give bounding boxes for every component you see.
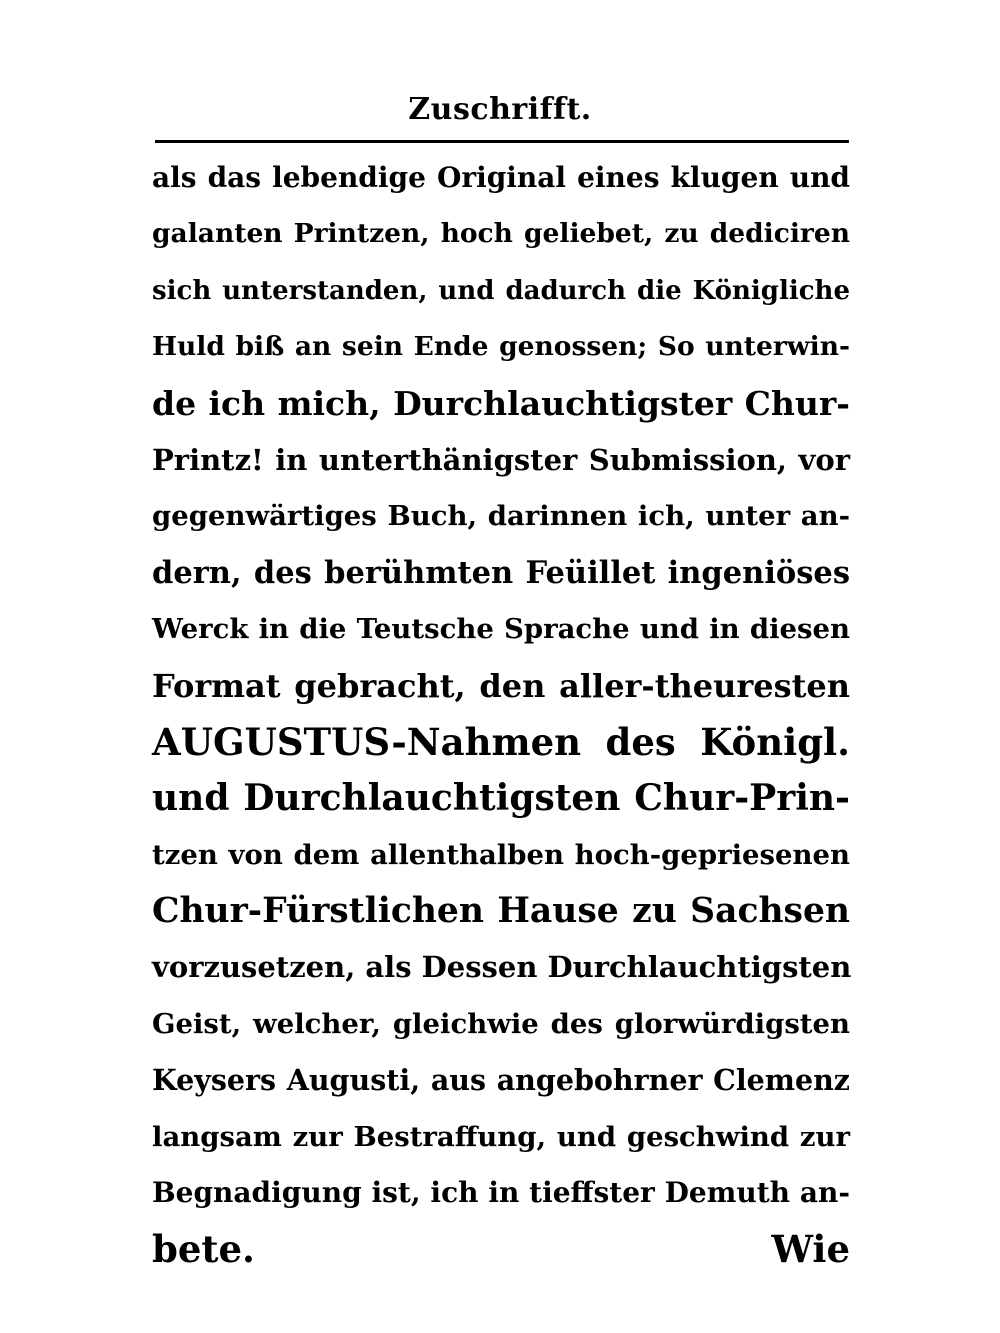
text-line: als das lebendige Original eines klugen und bbox=[152, 161, 850, 194]
body-text bbox=[152, 150, 850, 1278]
catchword: Wie bbox=[771, 1227, 850, 1272]
text-line-last bbox=[152, 1221, 850, 1277]
text-line: und Durchlauchtigsten Chur-Prin- bbox=[152, 777, 850, 820]
text-line: Printz! in unterthänigster Submission, vor bbox=[152, 442, 850, 477]
text-line: vorzusetzen, als Dessen Durchlauchtigsten bbox=[152, 950, 852, 985]
text-line: AUGUSTUS-Nahmen des Königl. bbox=[152, 719, 850, 764]
text-line: gegenwärtiges Buch, darinnen ich, unter an- bbox=[152, 500, 850, 533]
text-line: tzen von dem allenthalben hoch-gepriesenen bbox=[152, 838, 850, 871]
header-rule bbox=[155, 140, 849, 143]
text-line: sich unterstanden, und dadurch die Königliche bbox=[152, 275, 850, 306]
text-line: Keysers Augusti, aus angebohrner Clemenz bbox=[152, 1063, 850, 1098]
text-line: Huld biß an sein Ende genossen; So unterwin- bbox=[152, 331, 850, 363]
text-line: dern, des berühmten Feüillet ingeniöses bbox=[152, 554, 850, 591]
text-line: langsam zur Bestraffung, und geschwind zur bbox=[152, 1120, 850, 1153]
text-line: Begnadigung ist, ich in tieffster Demuth an- bbox=[152, 1176, 850, 1210]
last-line-text: bete. bbox=[152, 1227, 255, 1272]
text-line: Format gebracht, den aller-theuresten bbox=[152, 666, 850, 705]
text-line: Geist, welcher, gleichwie des glorwürdigsten bbox=[152, 1007, 850, 1040]
text-line: de ich mich, Durchlauchtigster Chur- bbox=[152, 383, 850, 423]
text-line: Werck in die Teutsche Sprache und in diesen bbox=[152, 613, 850, 646]
text-line: Chur-Fürstlichen Hause zu Sachsen bbox=[152, 891, 850, 932]
running-head: Zuschrifft. bbox=[408, 92, 592, 127]
text-line: galanten Printzen, hoch geliebet, zu dediciren bbox=[152, 218, 850, 250]
